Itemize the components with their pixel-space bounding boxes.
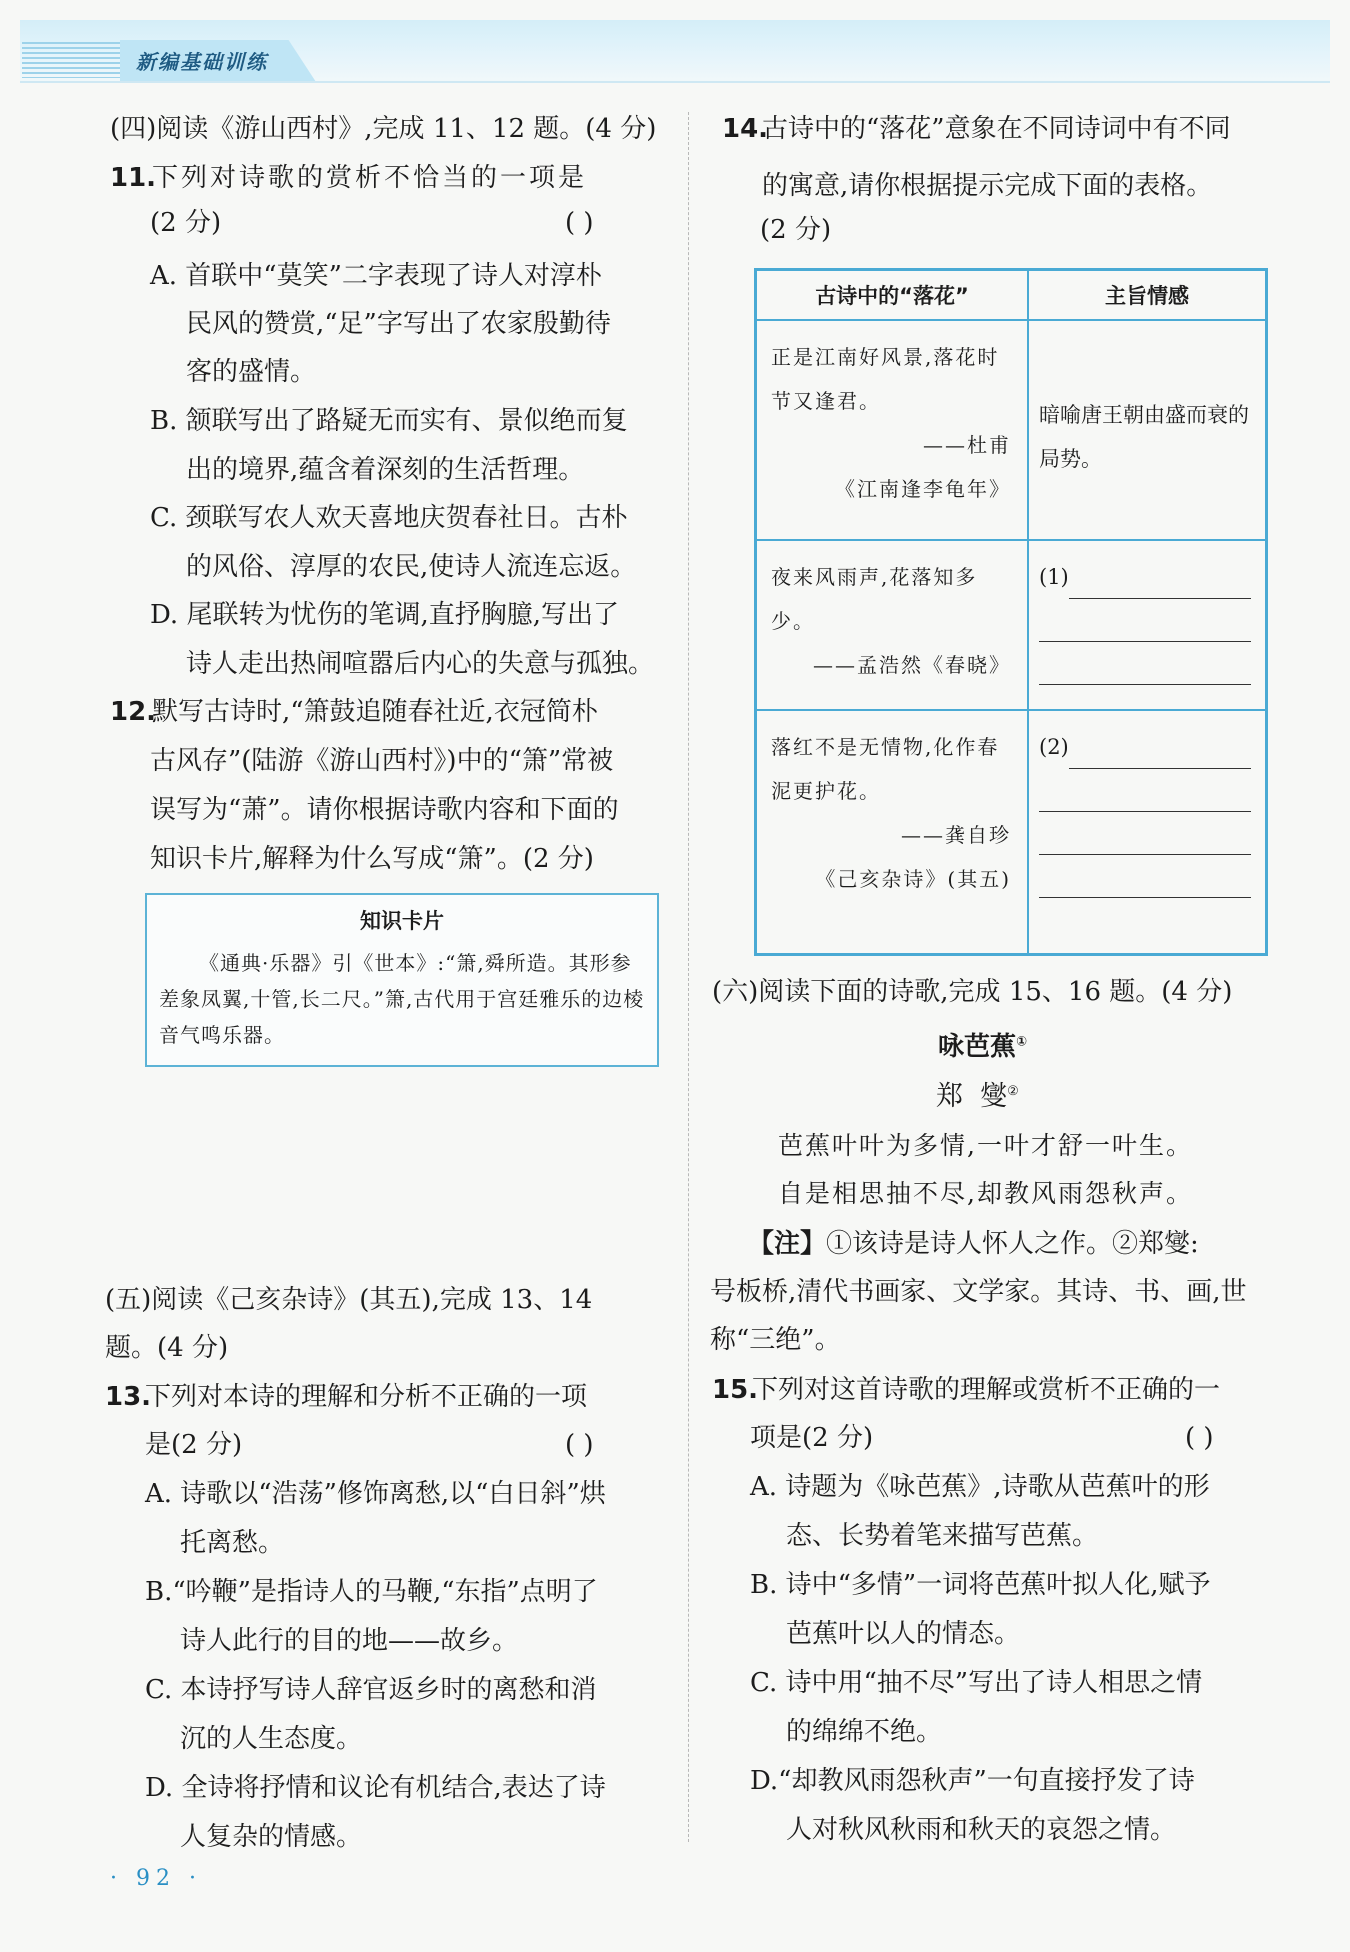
q12-line-2: 古风存”(陆游《游山西村》)中的“箫”常被	[150, 746, 614, 776]
q13-option-d: D. 全诗将抒情和议论有机结合,表达了诗	[145, 1773, 606, 1803]
poem-1-text: 正是江南好风景,落花时节又逢君。	[771, 345, 1000, 413]
q13-option-d-cont: 人复杂的情感。	[180, 1822, 363, 1852]
q13-option-a-cont: 托离愁。	[180, 1528, 285, 1558]
poem-line-2: 自是相思抽不尽,却教风雨怨秋声。	[778, 1179, 1193, 1208]
q13-option-b-cont: 诗人此行的目的地——故乡。	[180, 1626, 519, 1656]
note-label: 【注】	[748, 1229, 827, 1259]
q15-option-a: A. 诗题为《咏芭蕉》,诗歌从芭蕉叶的形	[750, 1472, 1210, 1502]
q12-line-3: 误写为“萧”。请你根据诗歌内容和下面的	[150, 795, 619, 825]
poem-3-source: 《己亥杂诗》(其五)	[815, 867, 1011, 891]
note-line-1	[748, 1228, 1199, 1260]
poem-1-author: ——杜甫	[923, 433, 1011, 457]
q15-option-c-cont: 的绵绵不绝。	[786, 1717, 943, 1747]
table-cell-poem-3	[756, 710, 1029, 955]
table-cell-poem-2	[756, 540, 1029, 710]
knowledge-card-text: 《通典·乐器》引《世本》:“箫,舜所造。其形参差象凤翼,十管,长二尺。”箫,古代用于宫廷雅乐的边棱音气鸣乐器。	[159, 951, 645, 1047]
q13-stem: 下列对本诗的理解和分析不正确的一项	[145, 1382, 588, 1412]
q11-option-b: B. 颔联写出了路疑无而实有、景似绝而复	[150, 406, 628, 436]
q11-stem: 下列对诗歌的赏析不恰当的一项是	[152, 163, 588, 193]
q11-option-a-cont2: 客的盛情。	[186, 357, 317, 387]
q15-answer-paren[interactable]: ( )	[1185, 1423, 1214, 1453]
poem-author-name: 郑 燮	[936, 1081, 1008, 1112]
poem-title-note: ①	[1016, 1034, 1028, 1050]
section-5-heading: (五)阅读《己亥杂诗》(其五),完成 13、14	[105, 1285, 593, 1315]
q11-option-d: D. 尾联转为忧伤的笔调,直抒胸臆,写出了	[150, 600, 619, 630]
q14-line-2: 的寓意,请你根据提示完成下面的表格。	[762, 171, 1213, 201]
q11-option-b-cont: 出的境界,蕴含着深刻的生活哲理。	[186, 455, 585, 485]
answer-2-line[interactable]	[1039, 769, 1251, 812]
q11-option-a: A. 首联中“莫笑”二字表现了诗人对淳朴	[150, 261, 602, 291]
table-cell-emotion-2	[1028, 540, 1267, 710]
q15-stem: 下列对这首诗歌的理解或赏析不正确的一	[752, 1375, 1221, 1405]
table-cell-poem-1	[756, 320, 1029, 540]
answer-1-label: (1)	[1039, 565, 1069, 589]
q14-number: 14.	[722, 114, 769, 144]
q13-number: 13.	[105, 1382, 152, 1412]
table-header-row	[756, 270, 1267, 321]
poem-line-1: 芭蕉叶叶为多情,一叶才舒一叶生。	[778, 1131, 1193, 1160]
answer-1-line[interactable]	[1069, 556, 1251, 599]
q13-option-c-cont: 沉的人生态度。	[180, 1724, 363, 1754]
poem-title-text: 咏芭蕉	[938, 1032, 1017, 1062]
q11-number: 11.	[110, 163, 157, 193]
answer-2-row	[1039, 725, 1255, 769]
section-4-heading: (四)阅读《游山西村》,完成 11、12 题。(4 分)	[110, 114, 657, 144]
knowledge-card-title: 知识卡片	[360, 909, 444, 933]
table-cell-emotion-1	[1028, 320, 1267, 540]
table-cell-emotion-3	[1028, 710, 1267, 955]
q15-number: 15.	[712, 1375, 759, 1405]
poem-3-text: 落红不是无情物,化作春泥更护花。	[771, 735, 1000, 803]
table-header-emotion: 主旨情感	[1028, 270, 1267, 321]
answer-2-line[interactable]	[1069, 726, 1251, 769]
falling-flowers-table	[754, 268, 1268, 956]
answer-1-row	[1039, 555, 1255, 599]
answer-1-line[interactable]	[1039, 642, 1251, 685]
q15-option-a-cont: 态、长势着笔来描写芭蕉。	[786, 1521, 1099, 1551]
poem-2-text: 夜来风雨声,花落知多少。	[771, 565, 978, 633]
header-stripes	[22, 42, 120, 78]
q12-line-1: 默写古诗时,“箫鼓追随春社近,衣冠简朴	[152, 697, 598, 727]
answer-2-line[interactable]	[1039, 855, 1251, 898]
q13-answer-paren[interactable]: ( )	[565, 1430, 594, 1460]
knowledge-card	[145, 893, 659, 1067]
q12-number: 12.	[110, 697, 157, 727]
answer-2-line[interactable]	[1039, 812, 1251, 855]
q12-line-4: 知识卡片,解释为什么写成“箫”。(2 分)	[150, 844, 594, 874]
q13-points: 是(2 分)	[145, 1430, 243, 1460]
section-6-heading: (六)阅读下面的诗歌,完成 15、16 题。(4 分)	[712, 977, 1233, 1007]
q15-option-d: D.“却教风雨怨秋声”一句直接抒发了诗	[750, 1766, 1195, 1796]
column-divider	[688, 112, 689, 1842]
poem-2-author: ——孟浩然《春晓》	[813, 653, 1011, 677]
note-line-2: 号板桥,清代书画家、文学家。其诗、书、画,世	[710, 1277, 1247, 1307]
header-title: 新编基础训练	[136, 50, 268, 74]
q15-option-d-cont: 人对秋风秋雨和秋天的哀怨之情。	[786, 1815, 1177, 1845]
q11-option-a-cont: 民风的赞赏,“足”字写出了农家殷勤待	[186, 309, 611, 339]
poem-author-note: ②	[1007, 1084, 1019, 1099]
q11-option-d-cont: 诗人走出热闹喧嚣后内心的失意与孤独。	[186, 649, 655, 679]
q11-option-c: C. 颈联写农人欢天喜地庆贺春社日。古朴	[150, 503, 628, 533]
q14-line-1: 古诗中的“落花”意象在不同诗词中有不同	[762, 114, 1231, 144]
q11-answer-paren[interactable]: ( )	[565, 208, 594, 238]
q13-option-a: A. 诗歌以“浩荡”修饰离愁,以“白日斜”烘	[145, 1479, 606, 1509]
poem-title	[938, 1026, 1027, 1063]
q11-points: (2 分)	[150, 208, 222, 238]
answer-1-line[interactable]	[1039, 599, 1251, 642]
q15-option-b-cont: 芭蕉叶以人的情态。	[786, 1619, 1021, 1649]
q13-option-b: B.“吟鞭”是指诗人的马鞭,“东指”点明了	[145, 1577, 598, 1607]
header-rule	[20, 81, 1330, 83]
q14-points: (2 分)	[760, 215, 832, 245]
table-row	[756, 710, 1267, 955]
emotion-1-text: 暗喻唐王朝由盛而衰的局势。	[1039, 403, 1249, 471]
q15-points: 项是(2 分)	[750, 1423, 874, 1453]
note-line-3: 称“三绝”。	[710, 1325, 841, 1355]
table-header-poem: 古诗中的“落花”	[756, 270, 1029, 321]
poem-author	[936, 1076, 1019, 1113]
page-number: · 92 ·	[110, 1866, 202, 1891]
answer-2-label: (2)	[1039, 735, 1069, 759]
poem-1-source: 《江南逢李龟年》	[835, 477, 1011, 501]
q15-option-c: C. 诗中用“抽不尽”写出了诗人相思之情	[750, 1668, 1203, 1698]
table-row	[756, 540, 1267, 710]
note-text-1: ①该诗是诗人怀人之作。②郑燮:	[826, 1229, 1199, 1259]
q11-option-c-cont: 的风俗、淳厚的农民,使诗人流连忘返。	[186, 552, 637, 582]
q13-option-c: C. 本诗抒写诗人辞官返乡时的离愁和消	[145, 1675, 597, 1705]
q15-option-b: B. 诗中“多情”一词将芭蕉叶拟人化,赋予	[750, 1570, 1211, 1600]
section-5-heading-cont: 题。(4 分)	[105, 1333, 229, 1363]
poem-3-author: ——龚自珍	[901, 823, 1011, 847]
table-row	[756, 320, 1267, 540]
